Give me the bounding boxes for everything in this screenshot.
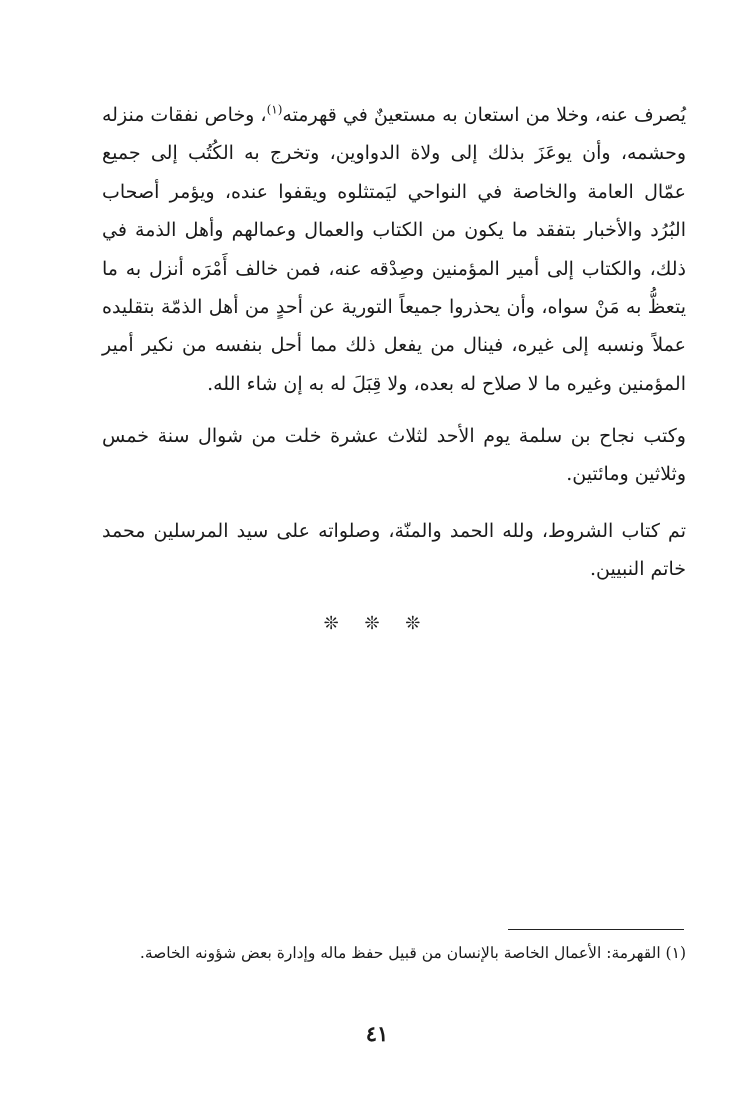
paragraph-main-text-end: ، وخاص نفقات منزله وحشمه، وأن يوعَزَ بذلك إلى ولاة الدواوين، وتخرج به الكُتُب إلى جميع عمّال العامة والخاصة في النواحي ليَمتثلوه ويقفوا عنده، ويؤمر أصحاب البُرُد والأخبار بتفقد ما يكون من الكتاب والعمال وعمالهم وأهل الذمة في ذلك، والكتاب إلى أمير المؤمنين وصِدْقه عنه، فمن خالف أَمْرَه أنزل به ما يتعظُّ به مَنْ سواه، وأن يحذروا جميعاً التورية عن أحدٍ من أهل الذمّة بتقليده عملاً ونسبه إلى غيره، فينال من يفعل ذلك مما أحل بنفسه من نكير أمير المؤمنين وغيره ما لا صلاح له بعده، ولا قِبَلَ له به إن شاء الله. [102, 104, 686, 395]
section-divider-stars: ❊ ❊ ❊ [323, 613, 431, 634]
footnote-reference[interactable]: (١) [266, 102, 283, 117]
paragraph-main [102, 96, 686, 403]
paragraph-signature [102, 417, 686, 494]
paragraph-signature-text: وكتب نجاح بن سلمة يوم الأحد لثلاث عشرة خلت من شوال سنة خمس وثلاثين ومائتين. [102, 425, 686, 486]
paragraph-closing-text: تم كتاب الشروط، ولله الحمد والمنّة، وصلواته على سيد المرسلين محمد خاتم النبيين. [102, 520, 686, 581]
footnote-separator-line [508, 929, 684, 930]
paragraph-closing [102, 512, 686, 589]
paragraph-main-text-start: يُصرف عنه، وخلا من استعان به مستعينٌ في قهرمته [282, 104, 686, 126]
footnote-text: (١) القهرمة: الأعمال الخاصة بالإنسان من قبيل حفظ ماله وإدارة بعض شؤونه الخاصة. [139, 944, 686, 962]
page-number: ٤١ [365, 1021, 389, 1046]
